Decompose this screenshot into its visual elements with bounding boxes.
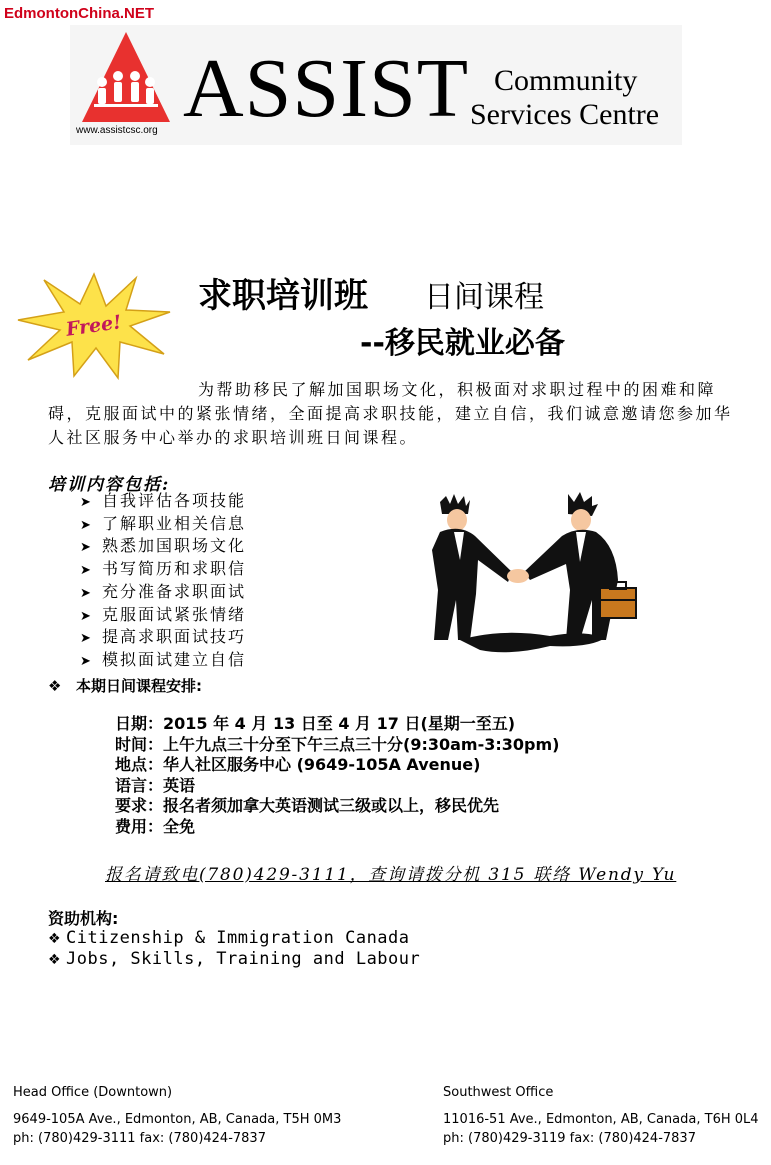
schedule-time: 时间：上午九点三十分至下午三点三十分(9:30am-3:30pm): [115, 734, 560, 754]
diamond-bullet-icon: ❖: [48, 931, 62, 947]
arrow-bullet-icon: ➤: [80, 631, 93, 647]
intro-paragraph: 为帮助移民了解加国职场文化，积极面对求职过程中的困难和障碍，克服面试中的紧张情绪，全面提高求职技能，建立自信，我们诚意邀请您参加华人社区服务中心举办的求职培训班日间课程。: [48, 380, 733, 447]
content-list: [80, 491, 246, 673]
schedule-date: 日期：2015 年 4 月 13 日至 4 月 17 日(星期一至五): [115, 714, 516, 733]
list-item: [80, 536, 246, 559]
schedule-requirement: 要求：报名者须加拿大英语测试三级或以上，移民优先: [115, 796, 500, 815]
list-item-text: 模拟面试建立自信: [102, 649, 247, 669]
free-badge-text: Free!: [64, 311, 123, 341]
content-heading: 培训内容包括:: [48, 475, 171, 495]
list-item-text: 克服面试紧张情绪: [102, 604, 247, 624]
page-title: 求职培训班: [198, 276, 368, 316]
list-item: [80, 650, 246, 673]
schedule-heading-text: 本期日间课程安排:: [76, 677, 202, 695]
list-item: [80, 582, 246, 605]
funders-list: [48, 928, 420, 970]
logo-name: ASSIST: [183, 42, 470, 135]
office-title: Head Office (Downtown): [13, 1085, 173, 1100]
arrow-bullet-icon: ➤: [80, 585, 93, 601]
list-item: [80, 605, 246, 628]
arrow-bullet-icon: ➤: [80, 495, 93, 510]
free-starburst-badge: [14, 268, 174, 382]
logo-subtitle-line2: Services Centre: [470, 98, 660, 131]
list-item: [48, 949, 420, 970]
list-item-text: 书写简历和求职信: [102, 559, 247, 579]
office-address: 11016-51 Ave., Edmonton, AB, Canada, T6H 0L4: [443, 1112, 759, 1127]
list-item: [80, 491, 246, 514]
office-address: 9649-105A Ave., Edmonton, AB, Canada, T5H 0M3: [13, 1112, 342, 1127]
schedule-details: [115, 714, 559, 837]
list-item-text: 充分准备求职面试: [102, 581, 247, 601]
logo-subtitle-line1: Community: [494, 64, 638, 97]
list-item: [48, 928, 420, 949]
list-item-text: 熟悉加国职场文化: [102, 536, 247, 556]
page-title-secondary: 日间课程: [424, 280, 544, 315]
list-item: [80, 559, 246, 582]
logo-url: www.assistcsc.org: [76, 125, 158, 136]
arrow-bullet-icon: ➤: [80, 517, 93, 533]
funder-name: Jobs, Skills, Training and Labour: [66, 949, 421, 969]
diamond-bullet-icon: ❖: [48, 952, 62, 968]
watermark: EdmontonChina.NET: [4, 5, 154, 22]
arrow-bullet-icon: ➤: [80, 653, 93, 669]
southwest-office-info: [443, 1084, 759, 1148]
list-item-text: 自我评估各项技能: [102, 491, 247, 510]
funder-name: Citizenship & Immigration Canada: [66, 928, 410, 948]
funders-heading: 资助机构:: [48, 909, 119, 928]
list-item-text: 了解职业相关信息: [102, 513, 247, 533]
registration-contact: 报名请致电(780)429-3111，查询请拨分机 315 联络 Wendy Yu: [105, 865, 677, 885]
arrow-bullet-icon: ➤: [80, 540, 93, 556]
page-subtitle: --移民就业必备: [360, 326, 565, 361]
office-phone: ph: (780)429-3119 fax: (780)424-7837: [443, 1131, 696, 1146]
list-item: [80, 514, 246, 537]
schedule-heading: [48, 675, 202, 696]
handshake-clipart-icon: [420, 490, 645, 660]
diamond-bullet-icon: ❖: [48, 677, 62, 695]
arrow-bullet-icon: ➤: [80, 608, 93, 624]
office-title: Southwest Office: [443, 1085, 554, 1100]
schedule-language: 语言：英语: [115, 775, 196, 795]
arrow-bullet-icon: ➤: [80, 563, 93, 579]
schedule-fee: 费用：全免: [115, 816, 196, 836]
office-phone: ph: (780)429-3111 fax: (780)424-7837: [13, 1131, 266, 1146]
list-item: [80, 627, 246, 650]
schedule-location: 地点：华人社区服务中心 (9649-105A Avenue): [115, 755, 481, 774]
family-triangle-icon: [80, 30, 172, 125]
list-item-text: 提高求职面试技巧: [102, 627, 247, 647]
head-office-info: [13, 1084, 341, 1148]
assist-logo: [70, 25, 682, 145]
